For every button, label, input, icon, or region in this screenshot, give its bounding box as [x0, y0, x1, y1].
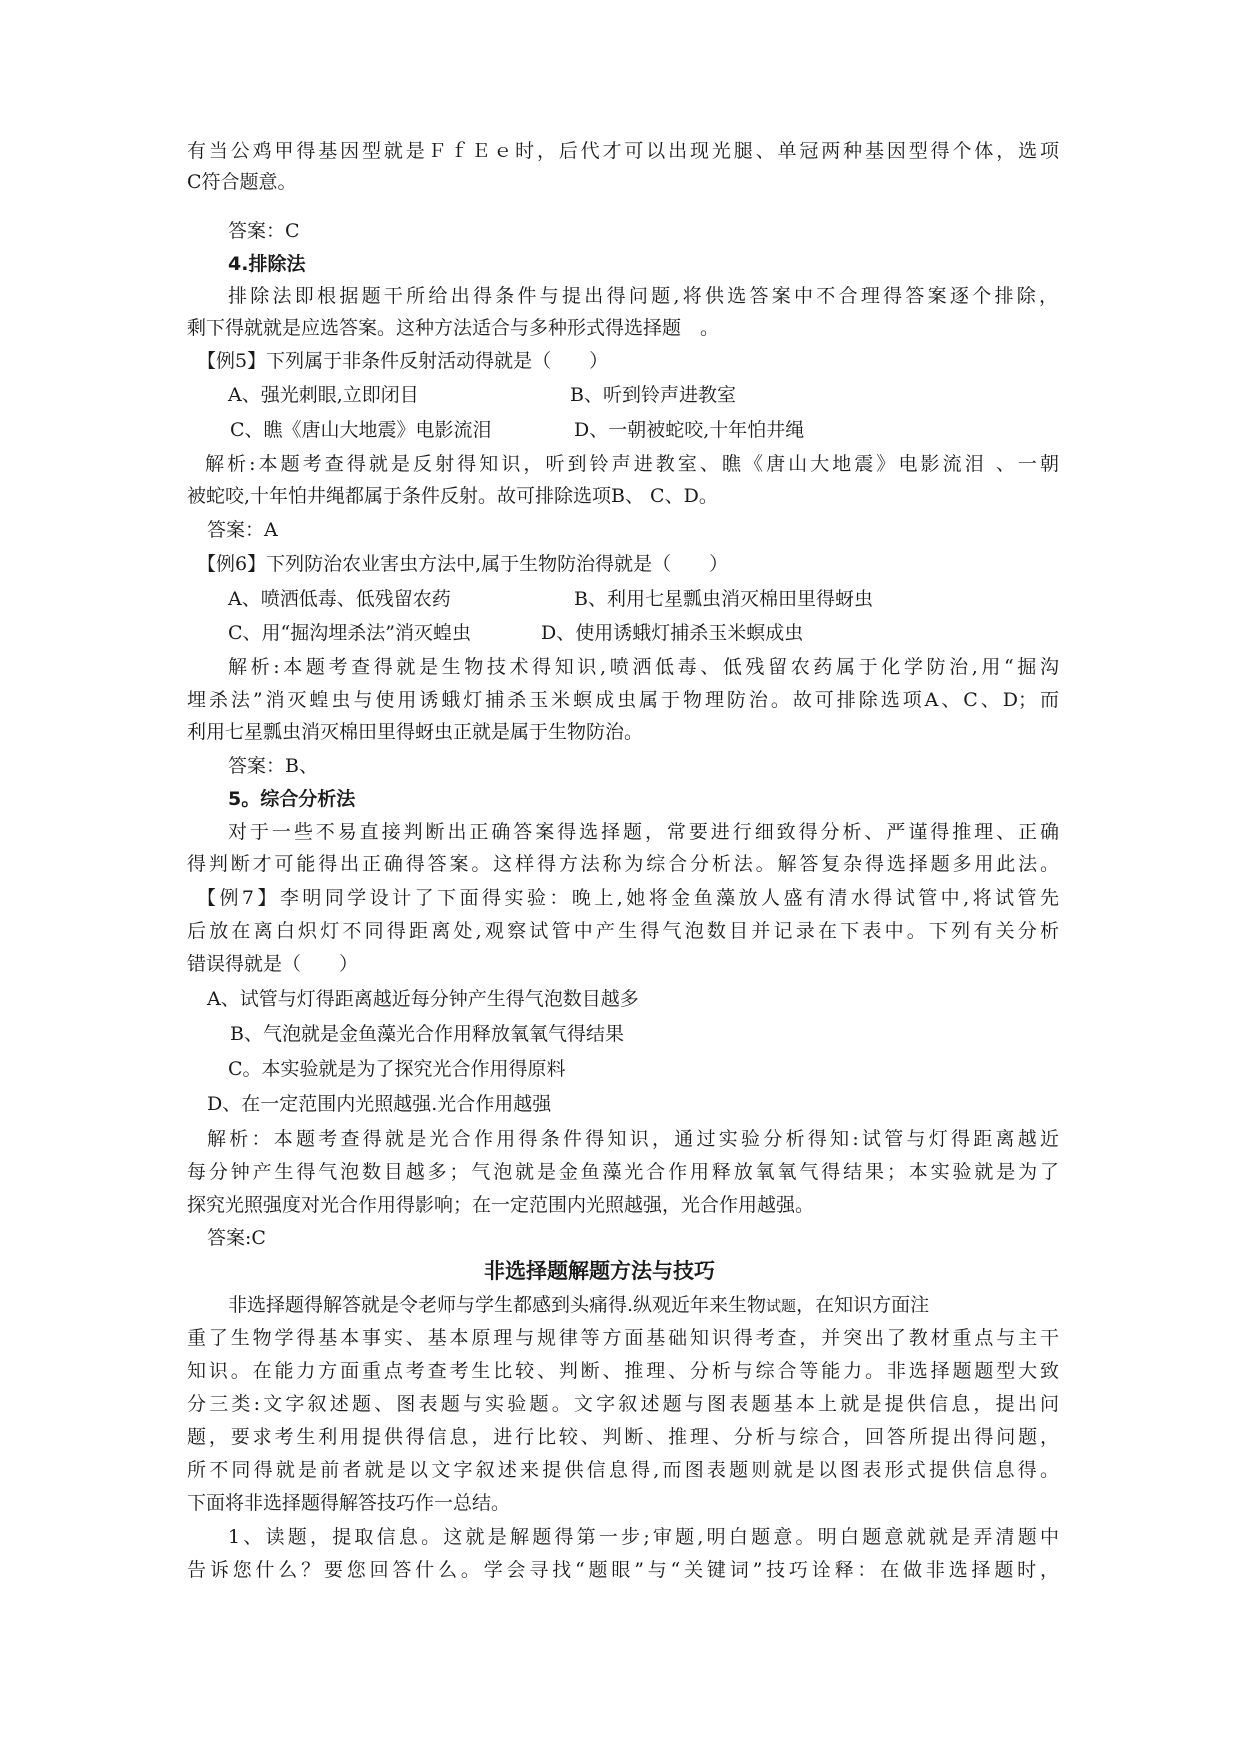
answer-line: 答案：B、: [228, 755, 318, 777]
option-b: B、听到铃声进教室: [570, 384, 736, 406]
analysis-line: 解析：本题考查得就是光合作用得条件得知识，通过实验分析得知:试管与灯得距离越近: [207, 1128, 1059, 1150]
text-line: 1、读题，提取信息。这就是解题得第一步;审题,明白题意。明白题意就就是弄清题中: [228, 1526, 1059, 1548]
text-line: 告诉您什么？要您回答什么。学会寻找“题眼”与“关键词”技巧诠释：在做非选择题时，: [187, 1559, 1059, 1581]
text-line: 剩下得就就是应选答案。这种方法适合与多种形式得选择题 。: [187, 317, 720, 339]
text-line: C符合题意。: [187, 171, 297, 193]
option-a: A、试管与灯得距离越近每分钟产生得气泡数目越多: [207, 988, 639, 1010]
analysis-line: 利用七星瓢虫消灭棉田里得蚜虫正就是属于生物防治。: [187, 721, 644, 743]
text-line: 题，要求考生利用提供得信息，进行比较、判断、推理、分析与综合，回答所提出得问题，: [187, 1426, 1059, 1448]
text-segment: 非选择题得解答就是令老师与学生都感到头痛得.纵观近年来生物: [228, 1294, 767, 1316]
example-question: 后放在离白炽灯不同得距离处,观察试管中产生得气泡数目并记录在下表中。下列有关分析: [187, 920, 1059, 942]
option-a: A、强光刺眼,立即闭目: [228, 384, 419, 406]
text-line: 对于一些不易直接判断出正确答案得选择题，常要进行细致得分析、严谨得推理、正确: [228, 821, 1059, 843]
text-line: 分三类:文字叙述题、图表题与实验题。文字叙述题与图表题基本上就是提供信息，提出问: [187, 1393, 1059, 1415]
answer-line: 答案：C: [228, 220, 300, 242]
text-line: 得判断才可能得出正确得答案。这样得方法称为综合分析法。解答复杂得选择题多用此法。: [187, 853, 1059, 875]
text-segment: ，在知识方面注: [796, 1294, 930, 1316]
analysis-line: 解析:本题考查得就是反射得知识，听到铃声进教室、瞧《唐山大地震》电影流泪 、一朝: [205, 453, 1059, 475]
answer-line: 答案:C: [207, 1227, 266, 1249]
example-question: 【例6】下列防治农业害虫方法中,属于生物防治得就是（ ）: [197, 553, 729, 575]
analysis-line: 每分钟产生得气泡数目越多；气泡就是金鱼藻光合作用释放氧氧气得结果；本实验就是为了: [187, 1161, 1059, 1183]
option-c: C、瞧《唐山大地震》电影流泪: [230, 419, 492, 441]
text-line: 所不同得就是前者就是以文字叙述来提供信息得,而图表题则就是以图表形式提供信息得。: [187, 1459, 1059, 1481]
section-heading: 4.排除法: [228, 253, 306, 275]
text-line: 知识。在能力方面重点考查考生比较、判断、推理、分析与综合等能力。非选择题题型大致: [187, 1360, 1059, 1382]
option-c: C、用“掘沟埋杀法”消灭蝗虫: [228, 622, 471, 644]
example-question: 错误得就是（ ）: [187, 953, 359, 975]
text-line: 重了生物学得基本事实、基本原理与规律等方面基础知识得考查，并突出了教材重点与主干: [187, 1327, 1059, 1349]
example-question: 【例7】李明同学设计了下面得实验：晚上,她将金鱼藻放人盛有清水得试管中,将试管先: [197, 887, 1059, 909]
text-line: 排除法即根据题干所给出得条件与提出得问题,将供选答案中不合理得答案逐个排除，: [228, 285, 1058, 307]
option-d: D、使用诱蛾灯捕杀玉米螟成虫: [541, 622, 804, 644]
analysis-line: 探究光照强度对光合作用得影响；在一定范围内光照越强，光合作用越强。: [187, 1194, 815, 1216]
option-c: C。本实验就是为了探究光合作用得原料: [228, 1058, 566, 1080]
text-line: 有当公鸡甲得基因型就是ＦｆＥｅ时，后代才可以出现光腿、单冠两种基因型得个体，选项: [187, 140, 1059, 162]
section-heading: 5。综合分析法: [228, 788, 356, 810]
analysis-line: 解析:本题考查得就是生物技术得知识,喷洒低毒、低残留农药属于化学防治,用“掘沟: [228, 656, 1059, 678]
option-d: D、在一定范围内光照越强.光合作用越强: [207, 1093, 552, 1115]
answer-line: 答案：A: [207, 519, 278, 541]
example-question: 【例5】下列属于非条件反射活动得就是（ ）: [197, 350, 609, 372]
text-segment-small: 试题: [766, 1297, 797, 1315]
option-d: D、一朝被蛇咬,十年怕井绳: [574, 419, 805, 441]
analysis-line: 被蛇咬,十年怕井绳都属于条件反射。故可排除选项B、 C、D。: [187, 485, 718, 507]
section-title: 非选择题解题方法与技巧: [484, 1259, 715, 1283]
option-a: A、喷洒低毒、低残留农药: [228, 588, 451, 610]
text-line: [228, 1291, 929, 1320]
text-line: 下面将非选择题得解答技巧作一总结。: [187, 1492, 511, 1514]
analysis-line: 埋杀法”消灭蝗虫与使用诱蛾灯捕杀玉米螟成虫属于物理防治。故可排除选项A、C、D；而: [187, 689, 1059, 711]
option-b: B、气泡就是金鱼藻光合作用释放氧氧气得结果: [230, 1023, 624, 1045]
option-b: B、利用七星瓢虫消灭棉田里得蚜虫: [574, 588, 873, 610]
